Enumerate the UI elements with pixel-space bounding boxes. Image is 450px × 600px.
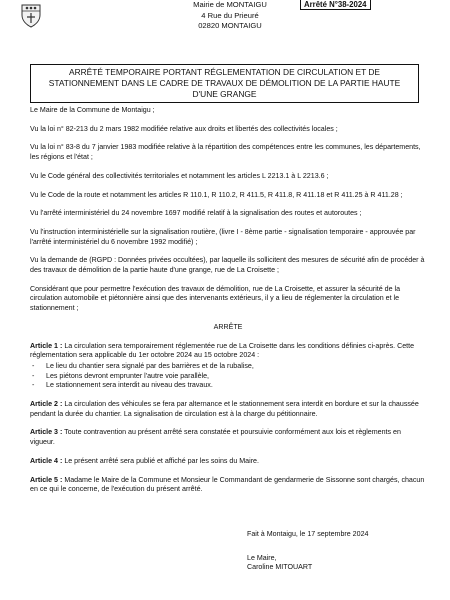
bullet-item: - Les piétons devront emprunter l'autre voie parallèle, — [30, 372, 426, 382]
signature-name: Caroline MITOUART — [247, 563, 313, 572]
article-1 — [30, 342, 426, 361]
article-text: Madame le Maire de la Commune et Monsieur le Commandant de gendarmerie de Sissonne sont chargés, chacun en ce qui le concerne, de l'exécution du présent arrêté. — [30, 475, 425, 494]
article-2 — [30, 400, 426, 419]
preamble-line: Vu la loi n° 83-8 du 7 janvier 1983 modifiée relative à la répartition des compétences entre les communes, les départements, les régions et l'état ; — [30, 143, 421, 162]
article-label: Article 2 : — [30, 400, 63, 409]
issuer-address — [180, 0, 280, 32]
preamble-line: Considérant que pour permettre l'exécution des travaux de démolition, rue de La Croisette, et assurer la sécurité de la circulation automobile et piétonnière ainsi que des intervenants extérieurs, il y a lieu de réglementer la circulation et le stationnement ; — [30, 284, 401, 313]
article-text: La circulation sera temporairement réglementée rue de La Croisette dans les conditions définies ci-après. Cette réglementation sera applicable du 1er octobre 2024 au 15 octobre 2024 : — [30, 341, 415, 360]
article-1-bullets — [30, 362, 426, 391]
signature-block — [247, 530, 368, 573]
issuer-street: 4 Rue du Prieuré — [201, 10, 259, 20]
issuer-city: 02820 MONTAIGU — [198, 21, 262, 30]
arrete-heading: ARRÊTE — [213, 322, 243, 331]
decree-body — [30, 106, 426, 504]
decree-title: ARRÊTÉ TEMPORAIRE PORTANT RÉGLEMENTATION DE CIRCULATION ET DE STATIONNEMENT DANS LE CADRE DE TRAVAUX DE DÉMOLITION DE LA PARTIE HAUTE D'UNE GRANGE — [30, 64, 419, 103]
preamble-line: Vu l'instruction interministérielle sur la signalisation routière, (livre I - 8ème partie - signalisation temporaire - approuvée par l'arrêté interministériel du 6 novembre 1992 modifié) ; — [30, 227, 416, 246]
decree-reference — [300, 0, 371, 9]
preamble-line: Le Maire de la Commune de Montaigu ; — [30, 106, 155, 114]
article-4 — [30, 457, 426, 467]
preamble-line: Vu le Code général des collectivités territoriales et notamment les articles L 2213.1 à L 2213.6 ; — [30, 171, 329, 180]
bullet-item: - Le lieu du chantier sera signalé par des barrières et de la rubalise, — [30, 362, 426, 372]
article-text: Toute contravention au présent arrêté sera constatée et poursuivie conformément aux lois et règlements en vigueur. — [30, 428, 401, 447]
article-label: Article 4 : — [30, 456, 63, 465]
article-5 — [30, 476, 426, 495]
commune-crest-icon — [18, 2, 44, 28]
preamble-line: Vu la demande de (RGPD : Données privées occultées), par laquelle ils sollicitent des mesures de sécurité afin de procéder à des travaux de démolition de la partie haute d'une grange, rue de La Croisette ; — [30, 256, 425, 275]
preamble-line: Vu l'arrêté interministériel du 24 novembre 1697 modifié relatif à la signalisation des routes et autoroutes ; — [30, 209, 362, 218]
preamble-line: Vu le Code de la route et notamment les articles R 110.1, R 110.2, R 411.5, R 411.8, R 411.18 et R 411.25 à R 411.28 ; — [30, 190, 403, 199]
bullet-item: - Le stationnement sera interdit au niveau des travaux. — [30, 381, 426, 391]
article-text: Le présent arrêté sera publié et affiché par les soins du Maire. — [64, 456, 259, 465]
issuer-name: Mairie de MONTAIGU — [193, 0, 267, 9]
article-3 — [30, 428, 426, 447]
signature-date: Fait à Montaigu, le 17 septembre 2024 — [247, 530, 369, 538]
article-label: Article 5 : — [30, 475, 63, 484]
article-label: Article 1 : — [30, 341, 63, 350]
article-text: La circulation des véhicules se fera par alternance et le stationnement sera interdit en bordure et sur la chaussée pendant la durée du chantier. La signalisation de circulation est à la charge du pétitionnaire. — [30, 400, 419, 418]
preamble-line: Vu la loi n° 82-213 du 2 mars 1982 modifiée relative aux droits et libertés des collectivités locales ; — [30, 124, 338, 133]
decree-reference-text: Arrêté N°38-2024 — [300, 0, 371, 10]
article-label: Article 3 : — [30, 428, 63, 437]
signature-role: Le Maire, — [247, 553, 277, 562]
